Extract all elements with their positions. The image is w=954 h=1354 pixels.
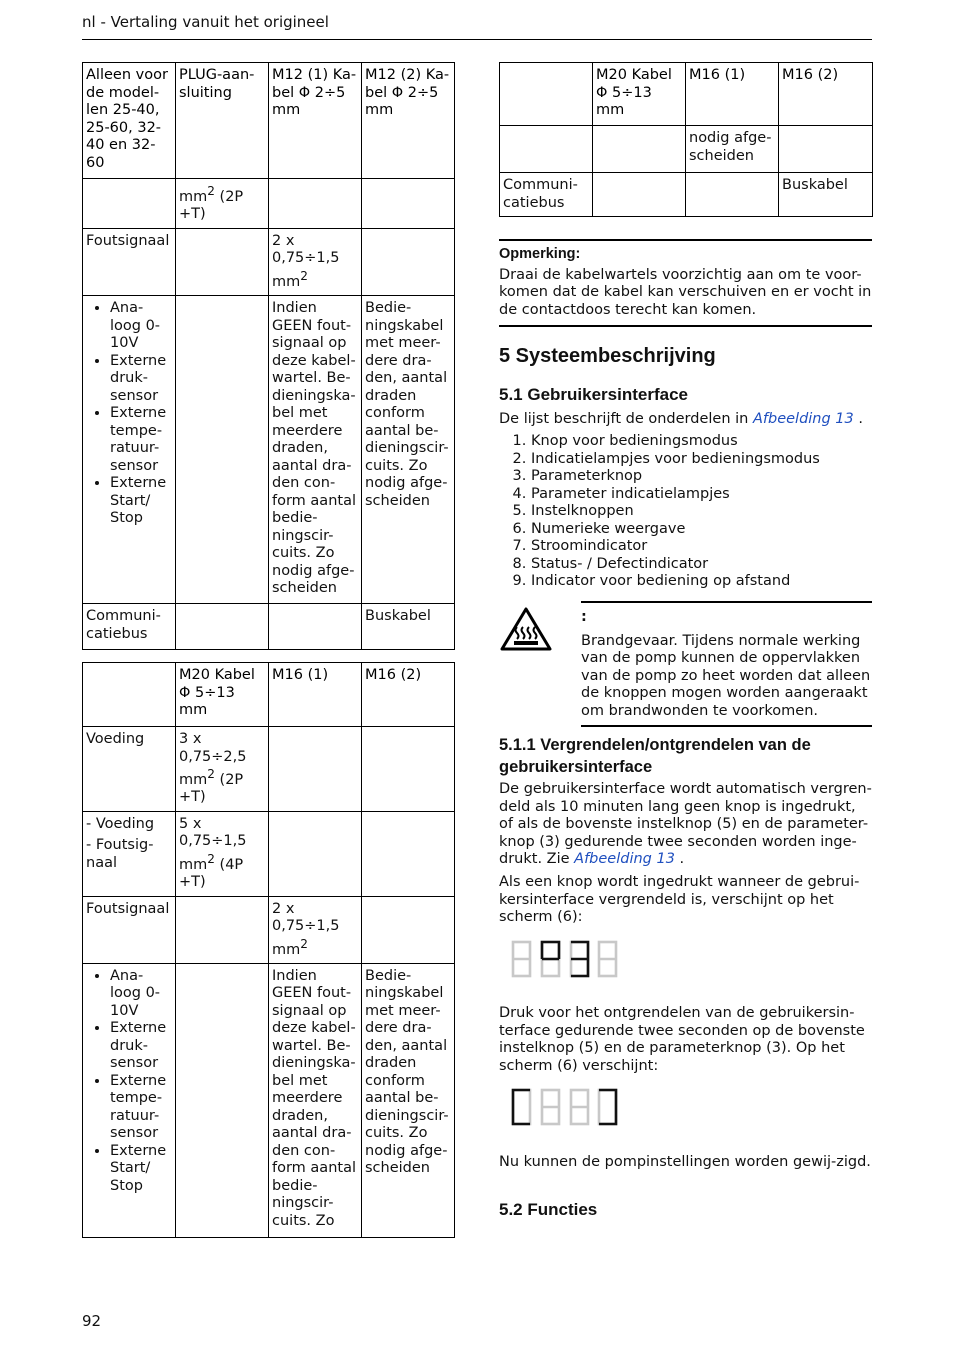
table-row [83,296,455,604]
list-item: 9. Indicator voor bediening op afstand [531,573,871,591]
list-item: 1. Knop voor bedieningsmodus [531,433,871,451]
table-cell: nodig afge-scheiden [686,126,779,173]
table-row [83,811,455,896]
table-row [83,727,455,812]
table-cell [362,228,455,295]
table-cell [500,126,593,173]
table-header-cell: M20 Kabel Φ 5÷13 mm [176,663,269,727]
page-header: nl - Vertaling vanuit het origineel [82,13,329,31]
table-cell [593,173,686,217]
table-header-cell: M12 (2) Ka-bel Φ 2÷5 mm [362,63,455,179]
figure-link[interactable]: Afbeelding 13 [574,851,675,867]
note-box [499,239,872,327]
list-item: 7. Stroomindicator [531,538,871,556]
list-item: • Ana-loog 0-10V [110,968,172,1021]
table-cell: Buskabel [779,173,873,217]
header-rule [82,39,872,40]
table-header-cell [500,63,593,126]
table-cell [593,126,686,173]
signal-list [86,968,172,1196]
table-header-cell: M12 (1) Ka-bel Φ 2÷5 mm [269,63,362,179]
list-item: • Externe druk-sensor [110,1020,172,1073]
table-cell: - Voeding - Foutsig-naal [83,811,176,896]
hot-surface-warning-icon [500,607,552,657]
list-item: • Externe tempe-ratuur-sensor [110,1073,172,1143]
table-cell [83,179,176,229]
table-header-cell: M20 Kabel Φ 5÷13 mm [593,63,686,126]
table-cell: Foutsignaal [83,896,176,963]
paragraph: De lijst beschrijft de onderdelen in Afbeelding 13 . [499,411,863,427]
table-cell [176,963,269,1237]
table-header-cell [83,663,176,727]
warning-body: Brandgevaar. Tijdens normale werking van de pomp kunnen de oppervlakken van de pomp zo heet worden dat alleen de knoppen mogen worden aangeraakt om brandwonden te voorkomen. [581,632,871,719]
list-item: • Externe tempe-ratuur-sensor [110,405,172,475]
table-row [83,896,455,963]
page-number: 92 [82,1312,102,1330]
table-header-cell: M16 (2) [362,663,455,727]
table-cell [269,179,362,229]
display-unlocked-icon [510,1087,620,1133]
list-item: 6. Numerieke weergave [531,521,871,539]
table-row [500,63,873,126]
table-cell: Bedie-ningskabel met meer-dere dra-den, aantal draden conform aantal be-dieningscir-cuits. Zo nodig afge-scheiden [362,296,455,604]
table-cell [269,727,362,812]
paragraph: Nu kunnen de pompinstellingen worden gewij-zigd. [499,1154,871,1170]
table-cell [362,179,455,229]
table-cell [686,173,779,217]
table-cell: Foutsignaal [83,228,176,295]
table-row [500,126,873,173]
table-cell [176,296,269,604]
table-cell [779,126,873,173]
list-item: 2. Indicatielampjes voor bedieningsmodus [531,451,871,469]
figure-link[interactable]: Afbeelding 13 [752,411,854,427]
table-cell: 2 x 0,75÷1,5 $mm^2$ [269,896,362,963]
table-cell: Voeding [83,727,176,812]
table-cell [269,604,362,650]
note-body: Draai de kabelwartels voorzichtig aan om te voor-komen dat de kabel kan verschuiven en er vocht in de contactdoos terecht kan komen. [499,266,872,318]
paragraph: De gebruikersinterface wordt automatisch vergren-deld als 10 minuten lang geen knop is ingedrukt, of als de bovenste instelknop (5) en de parameter-knop (3) gedurende twee seconden worden inge-drukt. Zie Afbeelding 13 . [499,781,872,867]
list-item: 5. Instelknoppen [531,503,871,521]
table-header-cell: Alleen voor de model-len 25-40, 25-60, 32-40 en 32-60 [83,63,176,179]
section-heading: 5 Systeembeschrijving [499,345,716,367]
table-row [500,173,873,217]
table-cell [176,228,269,295]
display-locked-icon [510,939,620,985]
list-item: • Externe druk-sensor [110,353,172,406]
table-cell: $mm^2$ (2P +T) [176,179,269,229]
component-list [499,433,871,591]
signal-list [86,300,172,528]
table-cell [362,811,455,896]
table-header-cell: M16 (1) [686,63,779,126]
table-cell: Communi-catiebus [500,173,593,217]
table-cell: Buskabel [362,604,455,650]
table-cell [362,896,455,963]
table-row [83,604,455,650]
table-cell: Indien GEEN fout-signaal op deze kabel-wartel. Be-dieningska-bel met meerdere draden, aantal dra-den con-form aantal bedie-ningscir-cuits. Zo [269,963,362,1237]
subsection-heading: 5.1 Gebruikersinterface [499,385,688,404]
table-cell [362,727,455,812]
subsection-heading: 5.2 Functies [499,1200,598,1219]
cable-table-continued [499,62,873,217]
table-cell: Communi-catiebus [83,604,176,650]
table-cell [269,811,362,896]
list-item: • Ana-loog 0-10V [110,300,172,353]
table-cell: Bedie-ningskabel met meer-dere dra-den, aantal draden conform aantal be-dieningscir-cuits. Zo nodig afge-scheiden [362,963,455,1237]
table-cell: 5 x 0,75÷1,5 $mm^2$ (4P +T) [176,811,269,896]
table-row [83,63,455,179]
warning-heading: : [581,609,587,625]
table-row [83,963,455,1237]
table-row [83,663,455,727]
table-cell: 2 x 0,75÷1,5 $mm^2$ [269,228,362,295]
list-item: 8. Status- / Defectindicator [531,556,871,574]
paragraph: Als een knop wordt ingedrukt wanneer de gebrui-kersinterface vergrendeld is, verschijnt op het scherm (6): [499,874,860,925]
note-title: Opmerking: [499,246,581,262]
table-cell: Indien GEEN fout-signaal op deze kabel-wartel. Be-dieningska-bel met meerdere draden, aantal dra-den con-form aantal bedie-ningscir-cuits. Zo nodig afge-scheiden [269,296,362,604]
warning-box [581,601,872,727]
table-header-cell: M16 (2) [779,63,873,126]
table-cell [83,296,176,604]
table-cell [83,963,176,1237]
cable-table-plug [82,62,455,650]
table-cell [176,896,269,963]
table-header-cell: PLUG-aan-sluiting [176,63,269,179]
table-header-cell: M16 (1) [269,663,362,727]
list-item: 3. Parameterknop [531,468,871,486]
table-row [83,179,455,229]
paragraph: Druk voor het ontgrendelen van de gebruikersin-terface gedurende twee seconden op de bovenste instelknop (5) en de parameterknop (3). Op het scherm (6) verschijnt: [499,1005,865,1074]
list-item: • Externe Start/ Stop [110,1143,172,1196]
list-item: • Externe Start/ Stop [110,475,172,528]
table-cell [176,604,269,650]
table-row [83,228,455,295]
table-cell: 3 x 0,75÷2,5 $mm^2$ (2P +T) [176,727,269,812]
subsubsection-heading: 5.1.1 Vergrendelen/ontgrendelen van de gebruikersinterface [499,736,811,776]
cable-table-m20 [82,662,455,1238]
list-item: 4. Parameter indicatielampjes [531,486,871,504]
